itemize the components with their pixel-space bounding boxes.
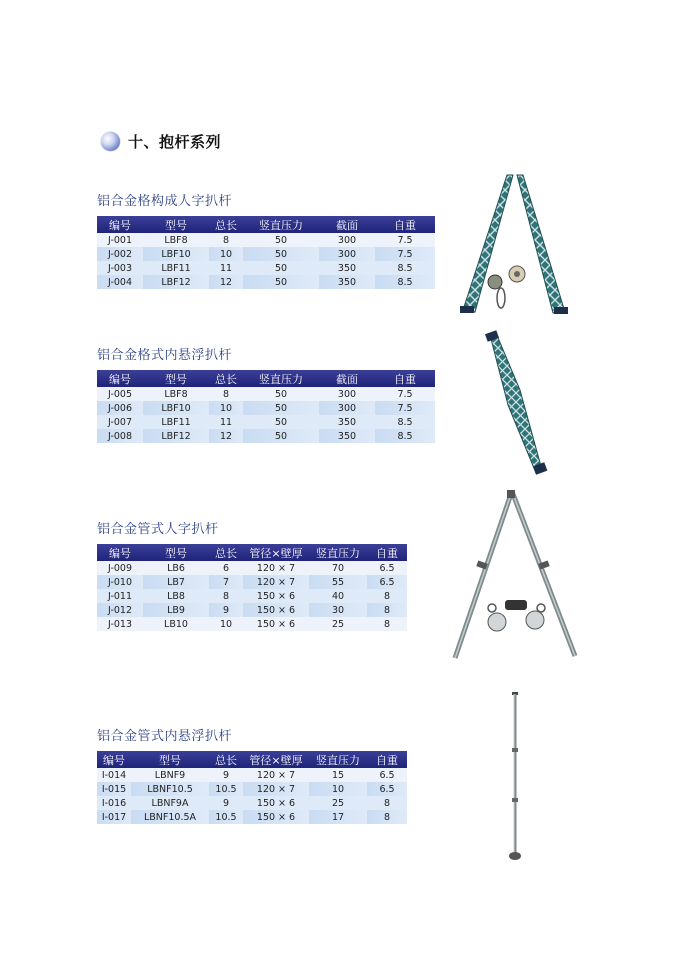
table-cell: 12 [209, 275, 243, 289]
column-header: 截面 [319, 216, 375, 233]
table-row [97, 387, 435, 401]
table-cell: LBF11 [143, 261, 209, 275]
table-cell: LBF12 [143, 429, 209, 443]
table-cell: J-004 [97, 275, 143, 289]
table-cell: LB8 [143, 589, 209, 603]
table-row [97, 247, 435, 261]
table-row [97, 603, 407, 617]
table-cell: 17 [309, 810, 367, 824]
table-cell: 6.5 [367, 561, 407, 575]
page-header [101, 131, 221, 152]
table-cell: LBF8 [143, 233, 209, 247]
column-header: 竖直压力 [243, 370, 319, 387]
table-cell: J-013 [97, 617, 143, 631]
table-cell: 8.5 [375, 275, 435, 289]
table-cell: 8 [209, 387, 243, 401]
table-cell: 9 [209, 768, 243, 782]
table-cell: 50 [243, 275, 319, 289]
table-cell: 10 [309, 782, 367, 796]
table-header-row [97, 370, 435, 387]
table-cell: LB6 [143, 561, 209, 575]
table-cell: 10 [209, 247, 243, 261]
table-cell: 350 [319, 275, 375, 289]
column-header: 型号 [143, 544, 209, 561]
section-lattice-a-frame [97, 190, 435, 289]
lattice-floating-image [480, 330, 560, 478]
table-cell: 11 [209, 415, 243, 429]
table-cell: J-006 [97, 401, 143, 415]
table-cell: 10 [209, 617, 243, 631]
table-cell: J-007 [97, 415, 143, 429]
table-row [97, 261, 435, 275]
column-header: 截面 [319, 370, 375, 387]
table-cell: 10.5 [209, 810, 243, 824]
table-cell: 7.5 [375, 247, 435, 261]
table-row [97, 768, 407, 782]
table-cell: I-014 [97, 768, 131, 782]
table-cell: LBNF9 [131, 768, 209, 782]
section-title: 铝合金管式内悬浮扒杆 [97, 729, 233, 744]
table-header-row [97, 216, 435, 233]
table-cell: 300 [319, 401, 375, 415]
section-lattice-floating [97, 344, 435, 443]
table-cell: LBNF10.5 [131, 782, 209, 796]
column-header: 管径×壁厚 [243, 544, 309, 561]
tube-floating-image [498, 688, 534, 864]
table-cell: 7.5 [375, 233, 435, 247]
table-cell: 30 [309, 603, 367, 617]
column-header: 型号 [143, 216, 209, 233]
table-cell: 50 [243, 247, 319, 261]
tube-a-frame-image [445, 488, 585, 668]
column-header: 总长 [209, 370, 243, 387]
table-cell: 25 [309, 617, 367, 631]
table-cell: 150 × 6 [243, 796, 309, 810]
section-tube-a-frame [97, 518, 407, 631]
column-header: 型号 [131, 751, 209, 768]
section-tube-floating [97, 725, 407, 824]
section-title: 铝合金格式内悬浮扒杆 [97, 348, 233, 363]
spec-table [97, 216, 435, 289]
page-title: 十、抱杆系列 [128, 133, 222, 151]
column-header: 型号 [143, 370, 209, 387]
spec-table [97, 751, 407, 824]
section-title: 铝合金格构成人字扒杆 [97, 194, 233, 209]
table-cell: 6.5 [367, 782, 407, 796]
column-header: 编号 [97, 370, 143, 387]
table-row [97, 233, 435, 247]
table-cell: 6 [209, 561, 243, 575]
table-cell: 50 [243, 387, 319, 401]
column-header: 自重 [375, 370, 435, 387]
table-row [97, 782, 407, 796]
table-cell: LBF8 [143, 387, 209, 401]
column-header: 总长 [209, 751, 243, 768]
table-cell: J-003 [97, 261, 143, 275]
table-cell: 150 × 6 [243, 810, 309, 824]
table-cell: 25 [309, 796, 367, 810]
table-cell: 8.5 [375, 415, 435, 429]
column-header: 竖直压力 [309, 544, 367, 561]
table-cell: 11 [209, 261, 243, 275]
table-cell: 7.5 [375, 387, 435, 401]
table-row [97, 617, 407, 631]
table-cell: LB9 [143, 603, 209, 617]
table-cell: 50 [243, 415, 319, 429]
column-header: 竖直压力 [243, 216, 319, 233]
table-row [97, 589, 407, 603]
table-row [97, 275, 435, 289]
column-header: 编号 [97, 216, 143, 233]
column-header: 编号 [97, 751, 131, 768]
table-cell: 300 [319, 387, 375, 401]
column-header: 总长 [209, 544, 243, 561]
table-cell: LBNF10.5A [131, 810, 209, 824]
table-cell: 8 [209, 233, 243, 247]
table-cell: LBNF9A [131, 796, 209, 810]
table-cell: 10.5 [209, 782, 243, 796]
table-row [97, 561, 407, 575]
table-cell: J-002 [97, 247, 143, 261]
table-cell: 6.5 [367, 575, 407, 589]
spec-table [97, 370, 435, 443]
table-cell: 40 [309, 589, 367, 603]
table-cell: LB7 [143, 575, 209, 589]
table-cell: 8.5 [375, 261, 435, 275]
table-row [97, 575, 407, 589]
table-cell: 120 × 7 [243, 561, 309, 575]
table-row [97, 415, 435, 429]
table-cell: 300 [319, 247, 375, 261]
table-row [97, 401, 435, 415]
table-cell: 70 [309, 561, 367, 575]
table-cell: I-017 [97, 810, 131, 824]
table-cell: 9 [209, 796, 243, 810]
table-cell: 12 [209, 429, 243, 443]
table-cell: 8 [367, 589, 407, 603]
table-cell: 150 × 6 [243, 617, 309, 631]
table-cell: 350 [319, 261, 375, 275]
table-cell: J-008 [97, 429, 143, 443]
table-cell: LBF10 [143, 401, 209, 415]
table-cell: 55 [309, 575, 367, 589]
table-cell: 120 × 7 [243, 575, 309, 589]
table-cell: 9 [209, 603, 243, 617]
table-cell: 8 [367, 617, 407, 631]
table-cell: 7.5 [375, 401, 435, 415]
table-cell: 300 [319, 233, 375, 247]
table-cell: I-016 [97, 796, 131, 810]
column-header: 自重 [375, 216, 435, 233]
table-header-row [97, 544, 407, 561]
table-cell: LBF11 [143, 415, 209, 429]
table-cell: 15 [309, 768, 367, 782]
lattice-a-frame-image [455, 170, 580, 320]
table-cell: J-001 [97, 233, 143, 247]
section-title: 铝合金管式人字扒杆 [97, 522, 219, 537]
spec-table [97, 544, 407, 631]
table-cell: J-005 [97, 387, 143, 401]
table-cell: J-012 [97, 603, 143, 617]
column-header: 自重 [367, 751, 407, 768]
bullet-icon [101, 132, 120, 151]
column-header: 自重 [367, 544, 407, 561]
table-row [97, 810, 407, 824]
table-cell: J-010 [97, 575, 143, 589]
table-cell: 6.5 [367, 768, 407, 782]
table-cell: 10 [209, 401, 243, 415]
table-cell: 7 [209, 575, 243, 589]
table-row [97, 796, 407, 810]
column-header: 总长 [209, 216, 243, 233]
table-cell: J-009 [97, 561, 143, 575]
table-cell: J-011 [97, 589, 143, 603]
table-cell: 50 [243, 261, 319, 275]
table-cell: LBF10 [143, 247, 209, 261]
table-cell: 350 [319, 429, 375, 443]
table-cell: 8.5 [375, 429, 435, 443]
table-row [97, 429, 435, 443]
table-cell: 8 [367, 796, 407, 810]
table-cell: 8 [367, 810, 407, 824]
table-cell: 350 [319, 415, 375, 429]
table-cell: 120 × 7 [243, 768, 309, 782]
table-cell: LBF12 [143, 275, 209, 289]
table-cell: 50 [243, 429, 319, 443]
table-header-row [97, 751, 407, 768]
table-cell: 50 [243, 233, 319, 247]
table-cell: 150 × 6 [243, 603, 309, 617]
table-cell: 50 [243, 401, 319, 415]
table-cell: LB10 [143, 617, 209, 631]
table-cell: 8 [209, 589, 243, 603]
table-cell: 120 × 7 [243, 782, 309, 796]
table-cell: 150 × 6 [243, 589, 309, 603]
table-cell: 8 [367, 603, 407, 617]
column-header: 编号 [97, 544, 143, 561]
column-header: 竖直压力 [309, 751, 367, 768]
column-header: 管径×壁厚 [243, 751, 309, 768]
table-cell: I-015 [97, 782, 131, 796]
